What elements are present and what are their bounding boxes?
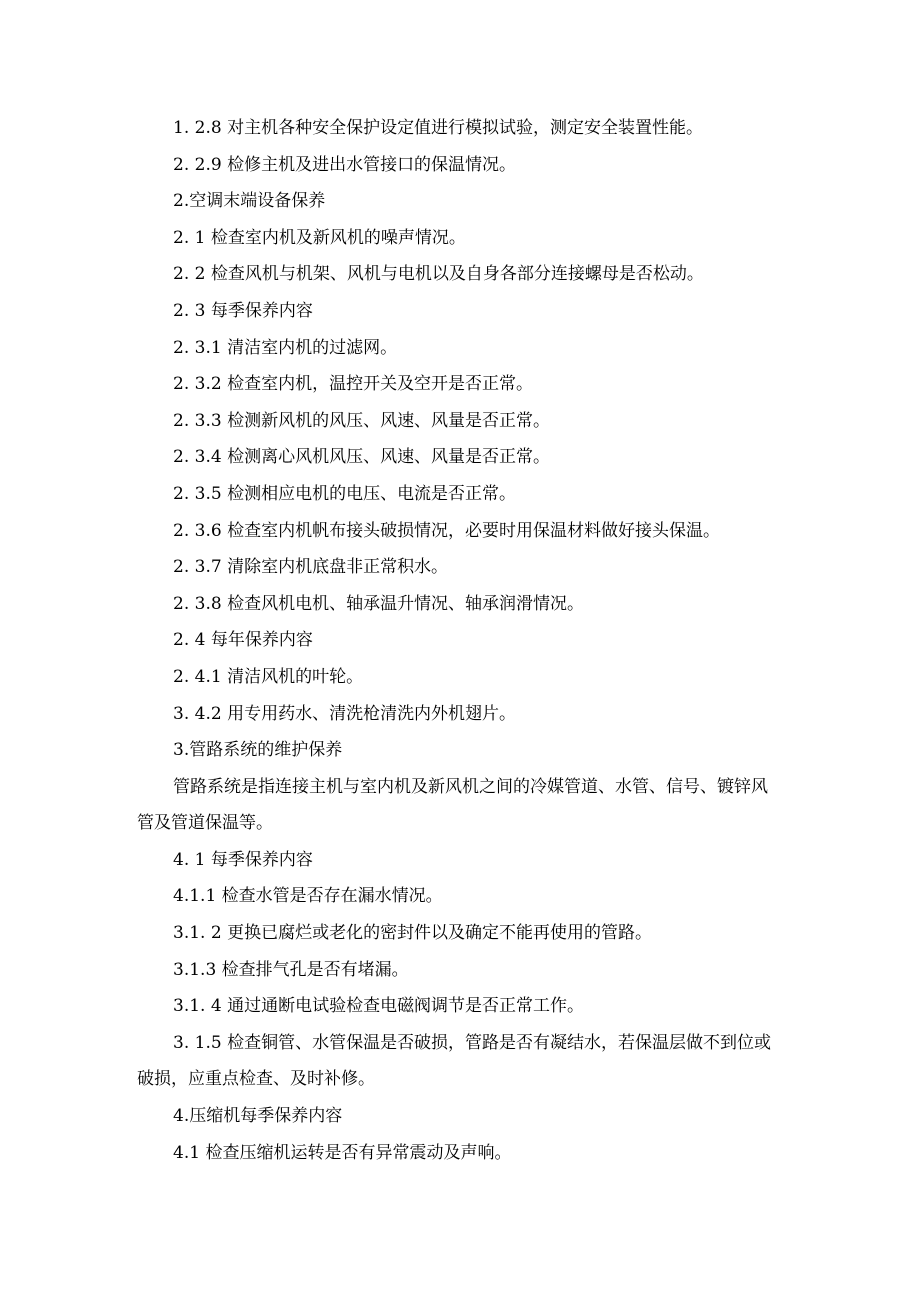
subsection-heading: 2. 3 每季保养内容 bbox=[173, 300, 313, 321]
text-line: 2. 3.5 检测相应电机的电压、电流是否正常。 bbox=[173, 483, 517, 504]
text-line: 2. 3.6 检查室内机帆布接头破损情况，必要时用保温材料做好接头保温。 bbox=[173, 520, 721, 541]
document-body bbox=[137, 110, 777, 1171]
text-line: 2. 3.3 检测新风机的风压、风速、风量是否正常。 bbox=[173, 410, 551, 431]
text-line: 2. 2 检查风机与机架、风机与电机以及自身各部分连接螺母是否松动。 bbox=[173, 264, 704, 285]
section-heading: 3.管路系统的维护保养 bbox=[173, 740, 343, 761]
text-line: 2. 3.7 清除室内机底盘非正常积水。 bbox=[173, 557, 449, 578]
text-line: 4.1.1 检查水管是否存在漏水情况。 bbox=[173, 886, 443, 907]
paragraph: 管路系统是指连接主机与室内机及新风机之间的冷媒管道、水管、信号、镀锌风管及管道保温等。 bbox=[137, 776, 768, 834]
text-line: 2. 1 检查室内机及新风机的噪声情况。 bbox=[173, 227, 466, 248]
text-line: 2. 4.1 清洁风机的叶轮。 bbox=[173, 666, 364, 687]
section-heading: 2.空调末端设备保养 bbox=[173, 191, 326, 212]
text-line: 2. 2.9 检修主机及进出水管接口的保温情况。 bbox=[173, 154, 517, 175]
paragraph: 3. 1.5 检查铜管、水管保温是否破损，管路是否有凝结水，若保温层做不到位或破损，应重点检查、及时补修。 bbox=[137, 1032, 772, 1090]
text-line: 3. 4.2 用专用药水、清洗枪清洗内外机翅片。 bbox=[173, 703, 517, 724]
text-line: 2. 3.1 清洁室内机的过滤网。 bbox=[173, 337, 398, 358]
subsection-heading: 2. 4 每年保养内容 bbox=[173, 630, 313, 651]
section-heading: 4.压缩机每季保养内容 bbox=[173, 1106, 343, 1127]
text-line: 3.1. 4 通过通断电试验检查电磁阀调节是否正常工作。 bbox=[173, 996, 585, 1017]
subsection-heading: 4. 1 每季保养内容 bbox=[173, 849, 313, 870]
text-line: 1. 2.8 对主机各种安全保护设定值进行模拟试验，测定安全装置性能。 bbox=[173, 118, 704, 138]
text-line: 3.1. 2 更换已腐烂或老化的密封件以及确定不能再使用的管路。 bbox=[173, 923, 653, 944]
text-line: 3.1.3 检查排气孔是否有堵漏。 bbox=[173, 959, 409, 980]
text-line: 2. 3.8 检查风机电机、轴承温升情况、轴承润滑情况。 bbox=[173, 593, 585, 614]
text-line: 4.1 检查压缩机运转是否有异常震动及声响。 bbox=[173, 1142, 512, 1163]
text-line: 2. 3.2 检查室内机，温控开关及空开是否正常。 bbox=[173, 374, 534, 395]
text-line: 2. 3.4 检测离心风机风压、风速、风量是否正常。 bbox=[173, 447, 551, 468]
